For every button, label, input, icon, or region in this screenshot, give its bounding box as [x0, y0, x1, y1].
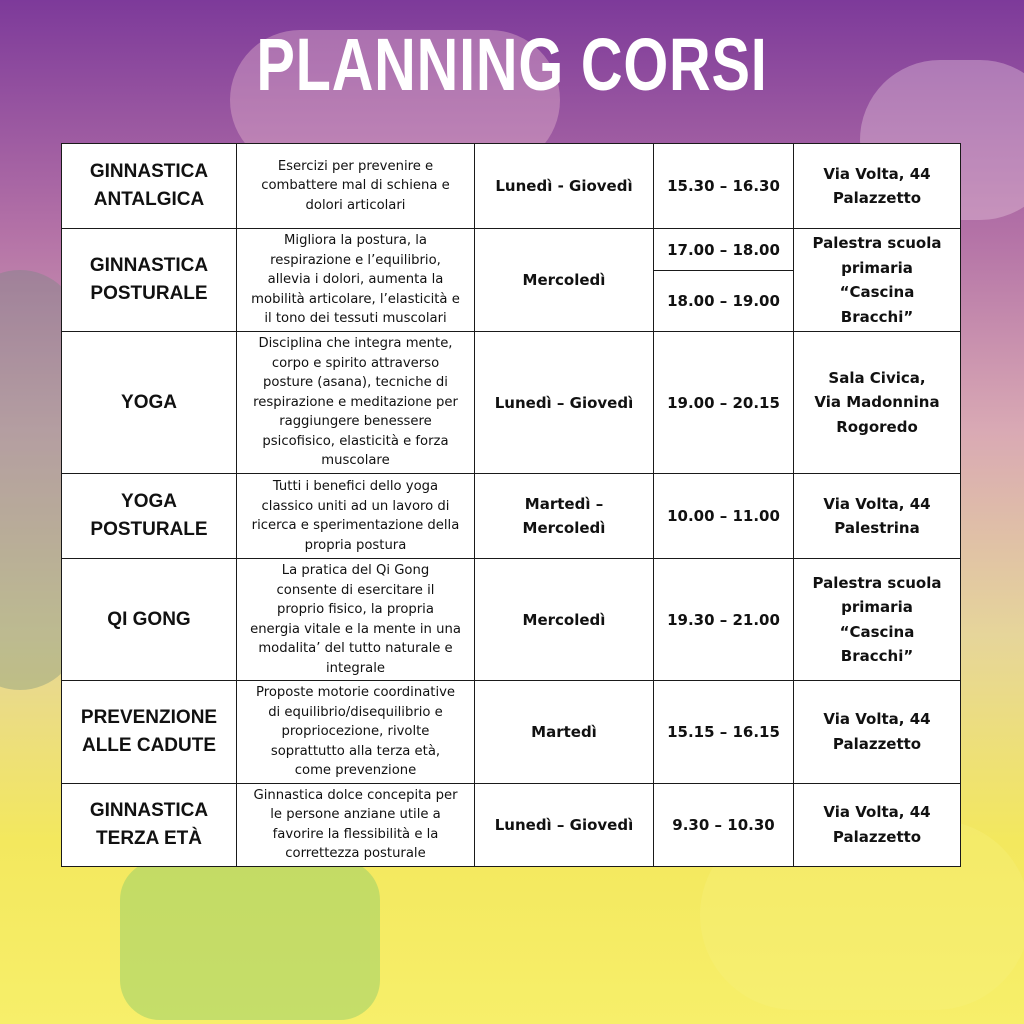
course-days: Martedì – Mercoledì [475, 474, 654, 559]
weight-shape [120, 860, 380, 1020]
course-description: La pratica del Qi Gong consente di esercitare il proprio fisico, la propria energia vitale e la mente in una modalita’ del tutto naturale e integrale [237, 559, 475, 681]
course-name: QI GONG [62, 559, 237, 681]
table-row [62, 681, 961, 784]
table-row [62, 332, 961, 474]
table-row [62, 474, 961, 559]
course-place: Sala Civica, Via Madonnina Rogoredo [794, 332, 961, 474]
course-time: 15.15 – 16.15 [654, 681, 794, 784]
course-place: Palestra scuola primaria “Cascina Bracchi” [794, 559, 961, 681]
course-name: YOGA POSTURALE [62, 474, 237, 559]
course-place: Via Volta, 44 Palazzetto [794, 681, 961, 784]
course-days: Lunedì - Giovedì [475, 144, 654, 229]
course-description: Esercizi per prevenire e combattere mal di schiena e dolori articolari [237, 144, 475, 229]
course-days: Mercoledì [475, 559, 654, 681]
course-days: Lunedì – Giovedì [475, 783, 654, 866]
course-time: 19.30 – 21.00 [654, 559, 794, 681]
course-place: Via Volta, 44 Palazzetto [794, 144, 961, 229]
course-time: 9.30 – 10.30 [654, 783, 794, 866]
course-days: Lunedì – Giovedì [475, 332, 654, 474]
course-time: 15.30 – 16.30 [654, 144, 794, 229]
table-row [62, 229, 961, 271]
course-name: GINNASTICA POSTURALE [62, 229, 237, 332]
table-row [62, 783, 961, 866]
course-description: Tutti i benefici dello yoga classico uniti ad un lavoro di ricerca e sperimentazione della propria postura [237, 474, 475, 559]
course-description: Disciplina che integra mente, corpo e spirito attraverso posture (asana), tecniche di respirazione e meditazione per raggiungere benessere psicofisico, elasticità e forza muscolare [237, 332, 475, 474]
course-description: Migliora la postura, la respirazione e l’equilibrio, allevia i dolori, aumenta la mobilità articolare, l’elasticità e il tono dei tessuti muscolari [237, 229, 475, 332]
page-title: PLANNING CORSI [256, 23, 768, 106]
course-name: YOGA [62, 332, 237, 474]
course-place: Via Volta, 44 Palestrina [794, 474, 961, 559]
course-time: 17.00 – 18.00 [654, 229, 794, 271]
course-name: GINNASTICA ANTALGICA [62, 144, 237, 229]
course-place: Via Volta, 44 Palazzetto [794, 783, 961, 866]
course-schedule-table [61, 143, 961, 867]
course-place: Palestra scuola primaria “Cascina Bracchi” [794, 229, 961, 332]
course-name: PREVENZIONE ALLE CADUTE [62, 681, 237, 784]
table-row [62, 144, 961, 229]
course-days: Martedì [475, 681, 654, 784]
course-name: GINNASTICA TERZA ETÀ [62, 783, 237, 866]
course-time: 10.00 – 11.00 [654, 474, 794, 559]
course-time: 18.00 – 19.00 [654, 271, 794, 332]
table-row [62, 559, 961, 681]
course-description: Ginnastica dolce concepita per le persone anziane utile a favorire la flessibilità e la correttezza posturale [237, 783, 475, 866]
course-days: Mercoledì [475, 229, 654, 332]
course-description: Proposte motorie coordinative di equilibrio/disequilibrio e propriocezione, rivolte soprattutto alla terza età, come prevenzione [237, 681, 475, 784]
course-time: 19.00 – 20.15 [654, 332, 794, 474]
